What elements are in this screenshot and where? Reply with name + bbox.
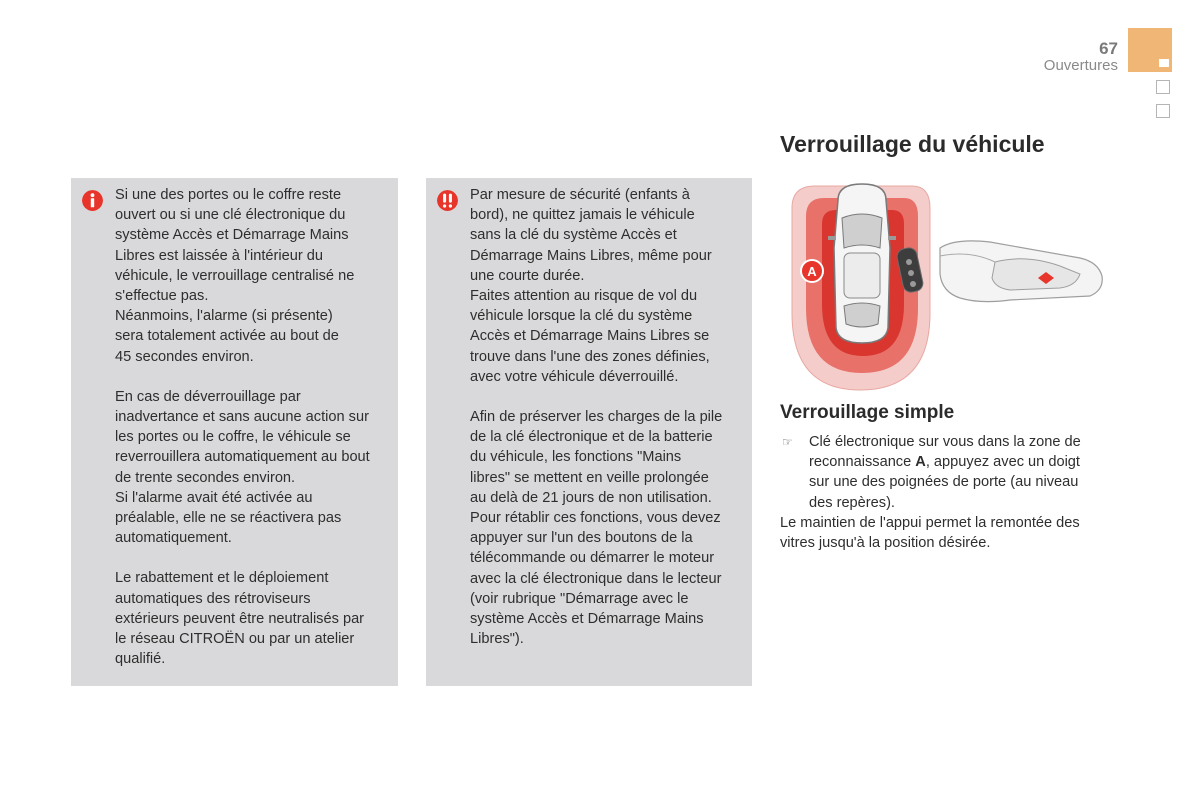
- text-line: ouvert ou si une clé électronique du: [115, 207, 346, 224]
- text-line: automatiques des rétroviseurs: [115, 590, 311, 607]
- text-line: s'effectue pas.: [115, 288, 209, 305]
- text-line: Si une des portes ou le coffre reste: [115, 187, 342, 203]
- text-line: sans la clé du système Accès et: [470, 227, 677, 244]
- zone-label: A: [807, 264, 817, 279]
- warning-paragraph-2: [470, 407, 746, 649]
- section-subtitle: Verrouillage simple: [780, 402, 955, 423]
- text-line: Le rabattement et le déploiement: [115, 570, 329, 587]
- text-line: reverrouillera automatiquement au bout: [115, 449, 370, 466]
- info-paragraph-2: [115, 387, 391, 549]
- text-line: appuyer sur l'un des boutons de la: [470, 530, 693, 547]
- text-line: En cas de déverrouillage par: [115, 388, 301, 405]
- text-line: une courte durée.: [470, 267, 585, 284]
- text-line: véhicule, le verrouillage centralisé ne: [115, 267, 355, 284]
- warning-note-text: [470, 185, 746, 669]
- warning-paragraph-1: [470, 185, 746, 387]
- section-title: Ouvertures: [1043, 57, 1118, 74]
- text-line: 45 secondes environ.: [115, 348, 254, 365]
- text-line: avec la clé électronique dans le lecteur: [470, 570, 722, 587]
- chapter-tab-marker: [1159, 59, 1169, 67]
- text-line: système Accès et Démarrage Mains: [470, 611, 704, 628]
- text-line: du véhicule, les fonctions "Mains: [470, 449, 682, 466]
- text-line: Faites attention au risque de vol du: [470, 288, 698, 305]
- text-line: véhicule lorsque la clé du système: [470, 308, 693, 325]
- text-line: au delà de 21 jours de non utilisation.: [470, 489, 712, 506]
- pointing-hand-icon: ☞: [782, 435, 793, 449]
- body-paragraph: Le maintien de l'appui permet la remontée des vitres jusqu'à la position désirée.: [780, 515, 1080, 552]
- text-line: Si l'alarme avait été activée au: [115, 489, 313, 506]
- text-line: Par mesure de sécurité (enfants à: [470, 187, 690, 203]
- text-line: libres" se mettent en veille prolongée: [470, 469, 709, 486]
- chapter-tab-square: [1156, 104, 1170, 118]
- text-line: les portes ou le coffre, le véhicule se: [115, 429, 351, 446]
- text-line: automatiquement.: [115, 530, 232, 547]
- info-paragraph-1: [115, 185, 391, 367]
- text-line: télécommande ou démarrer le moteur: [470, 550, 715, 567]
- warning-icon: [437, 190, 458, 211]
- text-line: Libres").: [470, 631, 524, 648]
- warning-note: [426, 178, 752, 686]
- text-line: qualifié.: [115, 651, 166, 668]
- text-line: Accès et Démarrage Mains Libres se: [470, 328, 710, 345]
- page-number: 67: [1099, 39, 1118, 58]
- info-icon: [82, 190, 103, 211]
- bullet-text: Clé électronique sur vous dans la zone de reconnaissance A, appuyez avec un doigt sur une des poignées de porte (au niveau des repères).: [809, 434, 1081, 511]
- hand-on-door-handle-icon: [940, 241, 1102, 302]
- text-line: avec votre véhicule déverrouillé.: [470, 368, 679, 385]
- text-line: système Accès et Démarrage Mains: [115, 227, 349, 244]
- info-note-text: [115, 185, 391, 689]
- text-line: Libres est laissée à l'intérieur du: [115, 247, 324, 264]
- text-line: le réseau CITROËN ou par un atelier: [115, 631, 355, 648]
- text-line: préalable, elle ne se réactivera pas: [115, 510, 342, 527]
- text-line: bord), ne quittez jamais le véhicule: [470, 207, 695, 224]
- info-note: [71, 178, 398, 686]
- info-paragraph-3: [115, 568, 391, 669]
- text-line: sera totalement activée au bout de: [115, 328, 339, 345]
- text-line: trouve dans l'une des zones définies,: [470, 348, 710, 365]
- text-line: (voir rubrique "Démarrage avec le: [470, 590, 689, 607]
- text-line: de trente secondes environ.: [115, 469, 296, 486]
- text-line: extérieurs peuvent être neutralisés par: [115, 610, 365, 627]
- instruction-bullet: [780, 432, 1098, 513]
- car-top-view: [828, 184, 896, 343]
- text-line: inadvertance et sans aucune action sur: [115, 409, 369, 426]
- text-line: Pour rétablir ces fonctions, vous devez: [470, 510, 721, 527]
- car-detection-zone-illustration: [780, 178, 1110, 393]
- text-line: de la clé électronique et de la batterie: [470, 429, 713, 446]
- text-line: Afin de préserver les charges de la pile: [470, 409, 723, 426]
- text-line: Néanmoins, l'alarme (si présente): [115, 308, 333, 325]
- chapter-tab-square: [1156, 80, 1170, 94]
- text-line: Démarrage Mains Libres, même pour: [470, 247, 712, 264]
- page-title: Verrouillage du véhicule: [780, 131, 1045, 157]
